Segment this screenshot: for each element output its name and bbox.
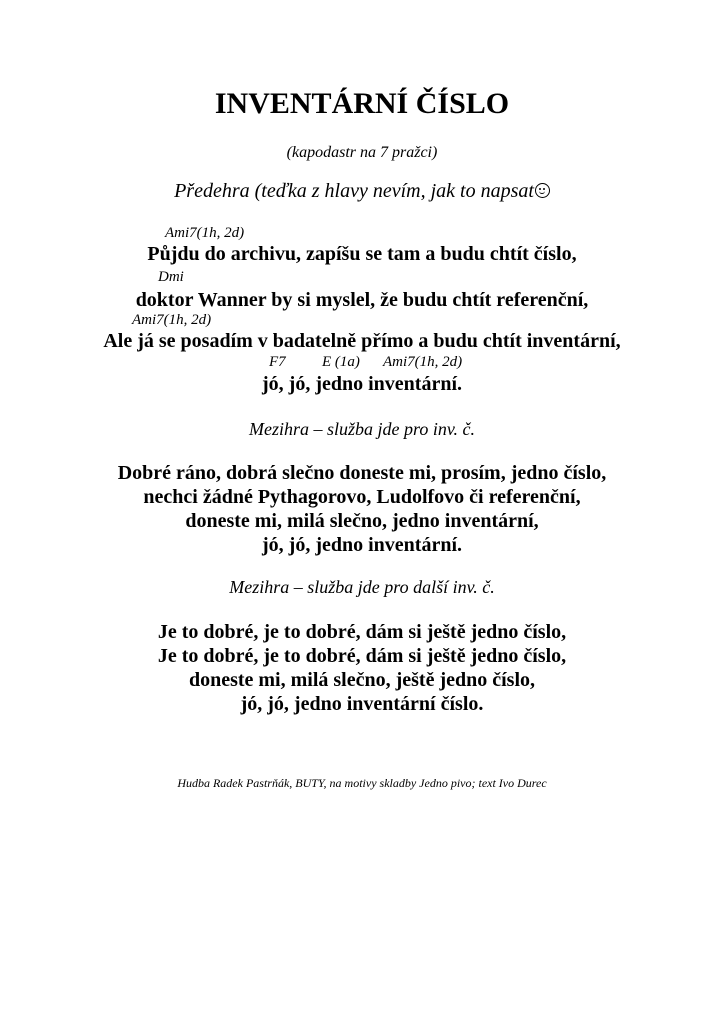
- interlude-2: Mezihra – služba jde pro další inv. č.: [229, 577, 495, 597]
- chord-f7: F7: [269, 354, 286, 370]
- chord-line-3: Ami7(1h, 2d): [132, 312, 212, 328]
- chord-line-1: Ami7(1h, 2d): [165, 225, 245, 241]
- chord-line-2: Dmi: [158, 269, 184, 285]
- verse1-line1: Půjdu do archivu, zapíšu se tam a budu chtít číslo,: [147, 243, 577, 265]
- verse3-line4: jó, jó, jedno inventární číslo.: [240, 693, 484, 715]
- credits: Hudba Radek Pastrňák, BUTY, na motivy skladby Jedno pivo; text Ivo Durec: [177, 776, 547, 790]
- intro-line: [0, 181, 724, 201]
- verse2-line1: Dobré ráno, dobrá slečno doneste mi, prosím, jedno číslo,: [117, 462, 607, 484]
- verse3-line2: Je to dobré, je to dobré, dám si ještě jedno číslo,: [157, 645, 567, 667]
- intro-text: Předehra (teďka z hlavy nevím, jak to napsat: [174, 180, 534, 202]
- chord-e1a: E (1a): [322, 354, 360, 370]
- verse1-line4: jó, jó, jedno inventární.: [262, 373, 462, 395]
- verse3-line3: doneste mi, milá slečno, ještě jedno číslo,: [188, 669, 536, 691]
- smiley-icon: [535, 183, 550, 198]
- verse1-line3: Ale já se posadím v badatelně přímo a budu chtít inventární,: [103, 330, 621, 352]
- verse1-line2: doktor Wanner by si myslel, že budu chtít referenční,: [135, 289, 589, 311]
- capo-note: (kapodastr na 7 pražci): [286, 144, 438, 161]
- verse2-line2: nechci žádné Pythagorovo, Ludolfovo či referenční,: [143, 486, 581, 508]
- verse2-line4: jó, jó, jedno inventární.: [262, 534, 462, 556]
- song-title: INVENTÁRNÍ ČÍSLO: [214, 87, 510, 120]
- verse3-line1: Je to dobré, je to dobré, dám si ještě jedno číslo,: [157, 621, 567, 643]
- interlude-1: Mezihra – služba jde pro inv. č.: [249, 419, 475, 439]
- chord-ami7: Ami7(1h, 2d): [383, 354, 463, 370]
- verse2-line3: doneste mi, milá slečno, jedno inventární,: [185, 510, 539, 532]
